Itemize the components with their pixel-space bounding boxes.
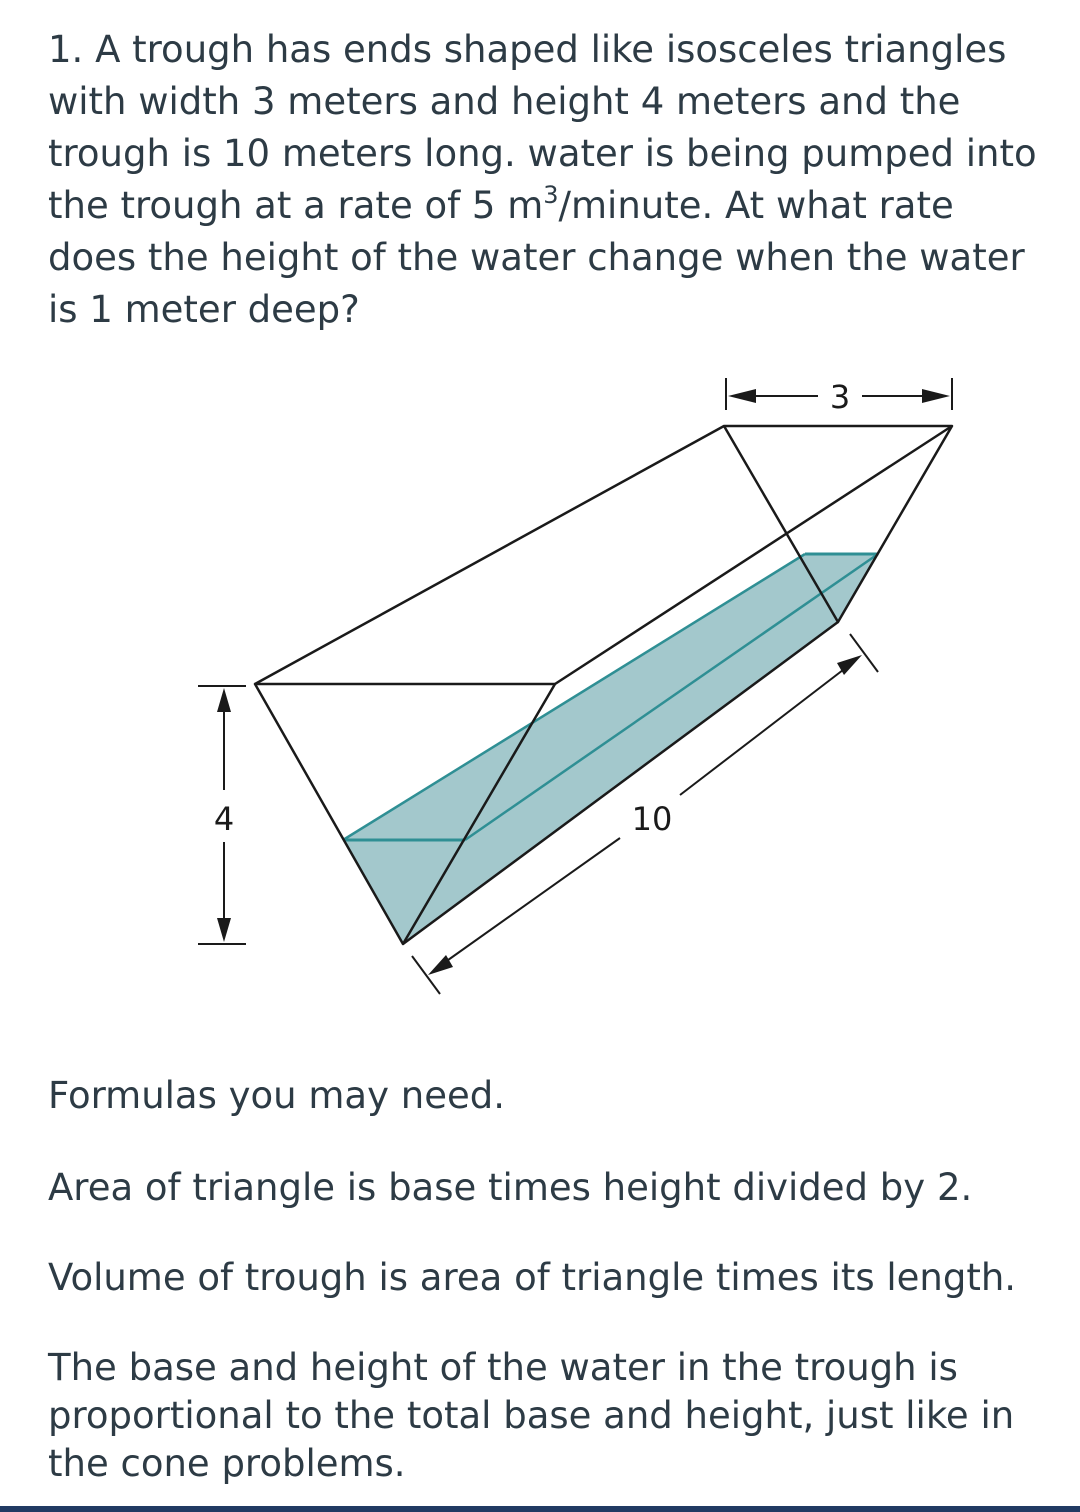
length-tick-far: [850, 634, 878, 672]
water-bottom-side: [403, 554, 878, 944]
problem-statement: [48, 24, 1048, 336]
width-label: 3: [829, 378, 851, 416]
exponent: 3: [543, 180, 559, 209]
length-label: 10: [631, 800, 673, 838]
width-arrow-left-icon: [728, 389, 756, 403]
problem-text-part-2: /minute. At what rate does the height of the water change when the water is 1 meter deep?: [48, 184, 1025, 331]
bottom-bar: [0, 1506, 1080, 1512]
formula-triangle-area: Area of triangle is base times height divided by 2.: [48, 1166, 973, 1209]
water-far-edge: [465, 554, 878, 840]
trough-diagram: [0, 360, 1080, 1010]
top-left-edge: [255, 426, 724, 684]
problem-number: 1.: [48, 28, 84, 71]
length-tick-near: [412, 956, 440, 994]
formulas-title: Formulas you may need.: [48, 1074, 505, 1117]
width-arrow-right-icon: [922, 389, 950, 403]
height-arrow-up-icon: [217, 688, 231, 712]
water-top-surface: [343, 554, 878, 840]
formula-trough-volume: Volume of trough is area of triangle times its length.: [48, 1256, 1017, 1299]
formula-proportion-note: The base and height of the water in the trough is proportional to the total base and height, just like in the cone problems.: [48, 1346, 1015, 1485]
formulas-section: [48, 1072, 1048, 1488]
problem-text-part-1: A trough has ends shaped like isosceles triangles with width 3 meters and height 4 meters and the trough is 10 meters long. water is being pumped into the trough at a rate of 5 m: [48, 28, 1037, 227]
height-arrow-down-icon: [217, 918, 231, 942]
height-label: 4: [213, 800, 235, 838]
